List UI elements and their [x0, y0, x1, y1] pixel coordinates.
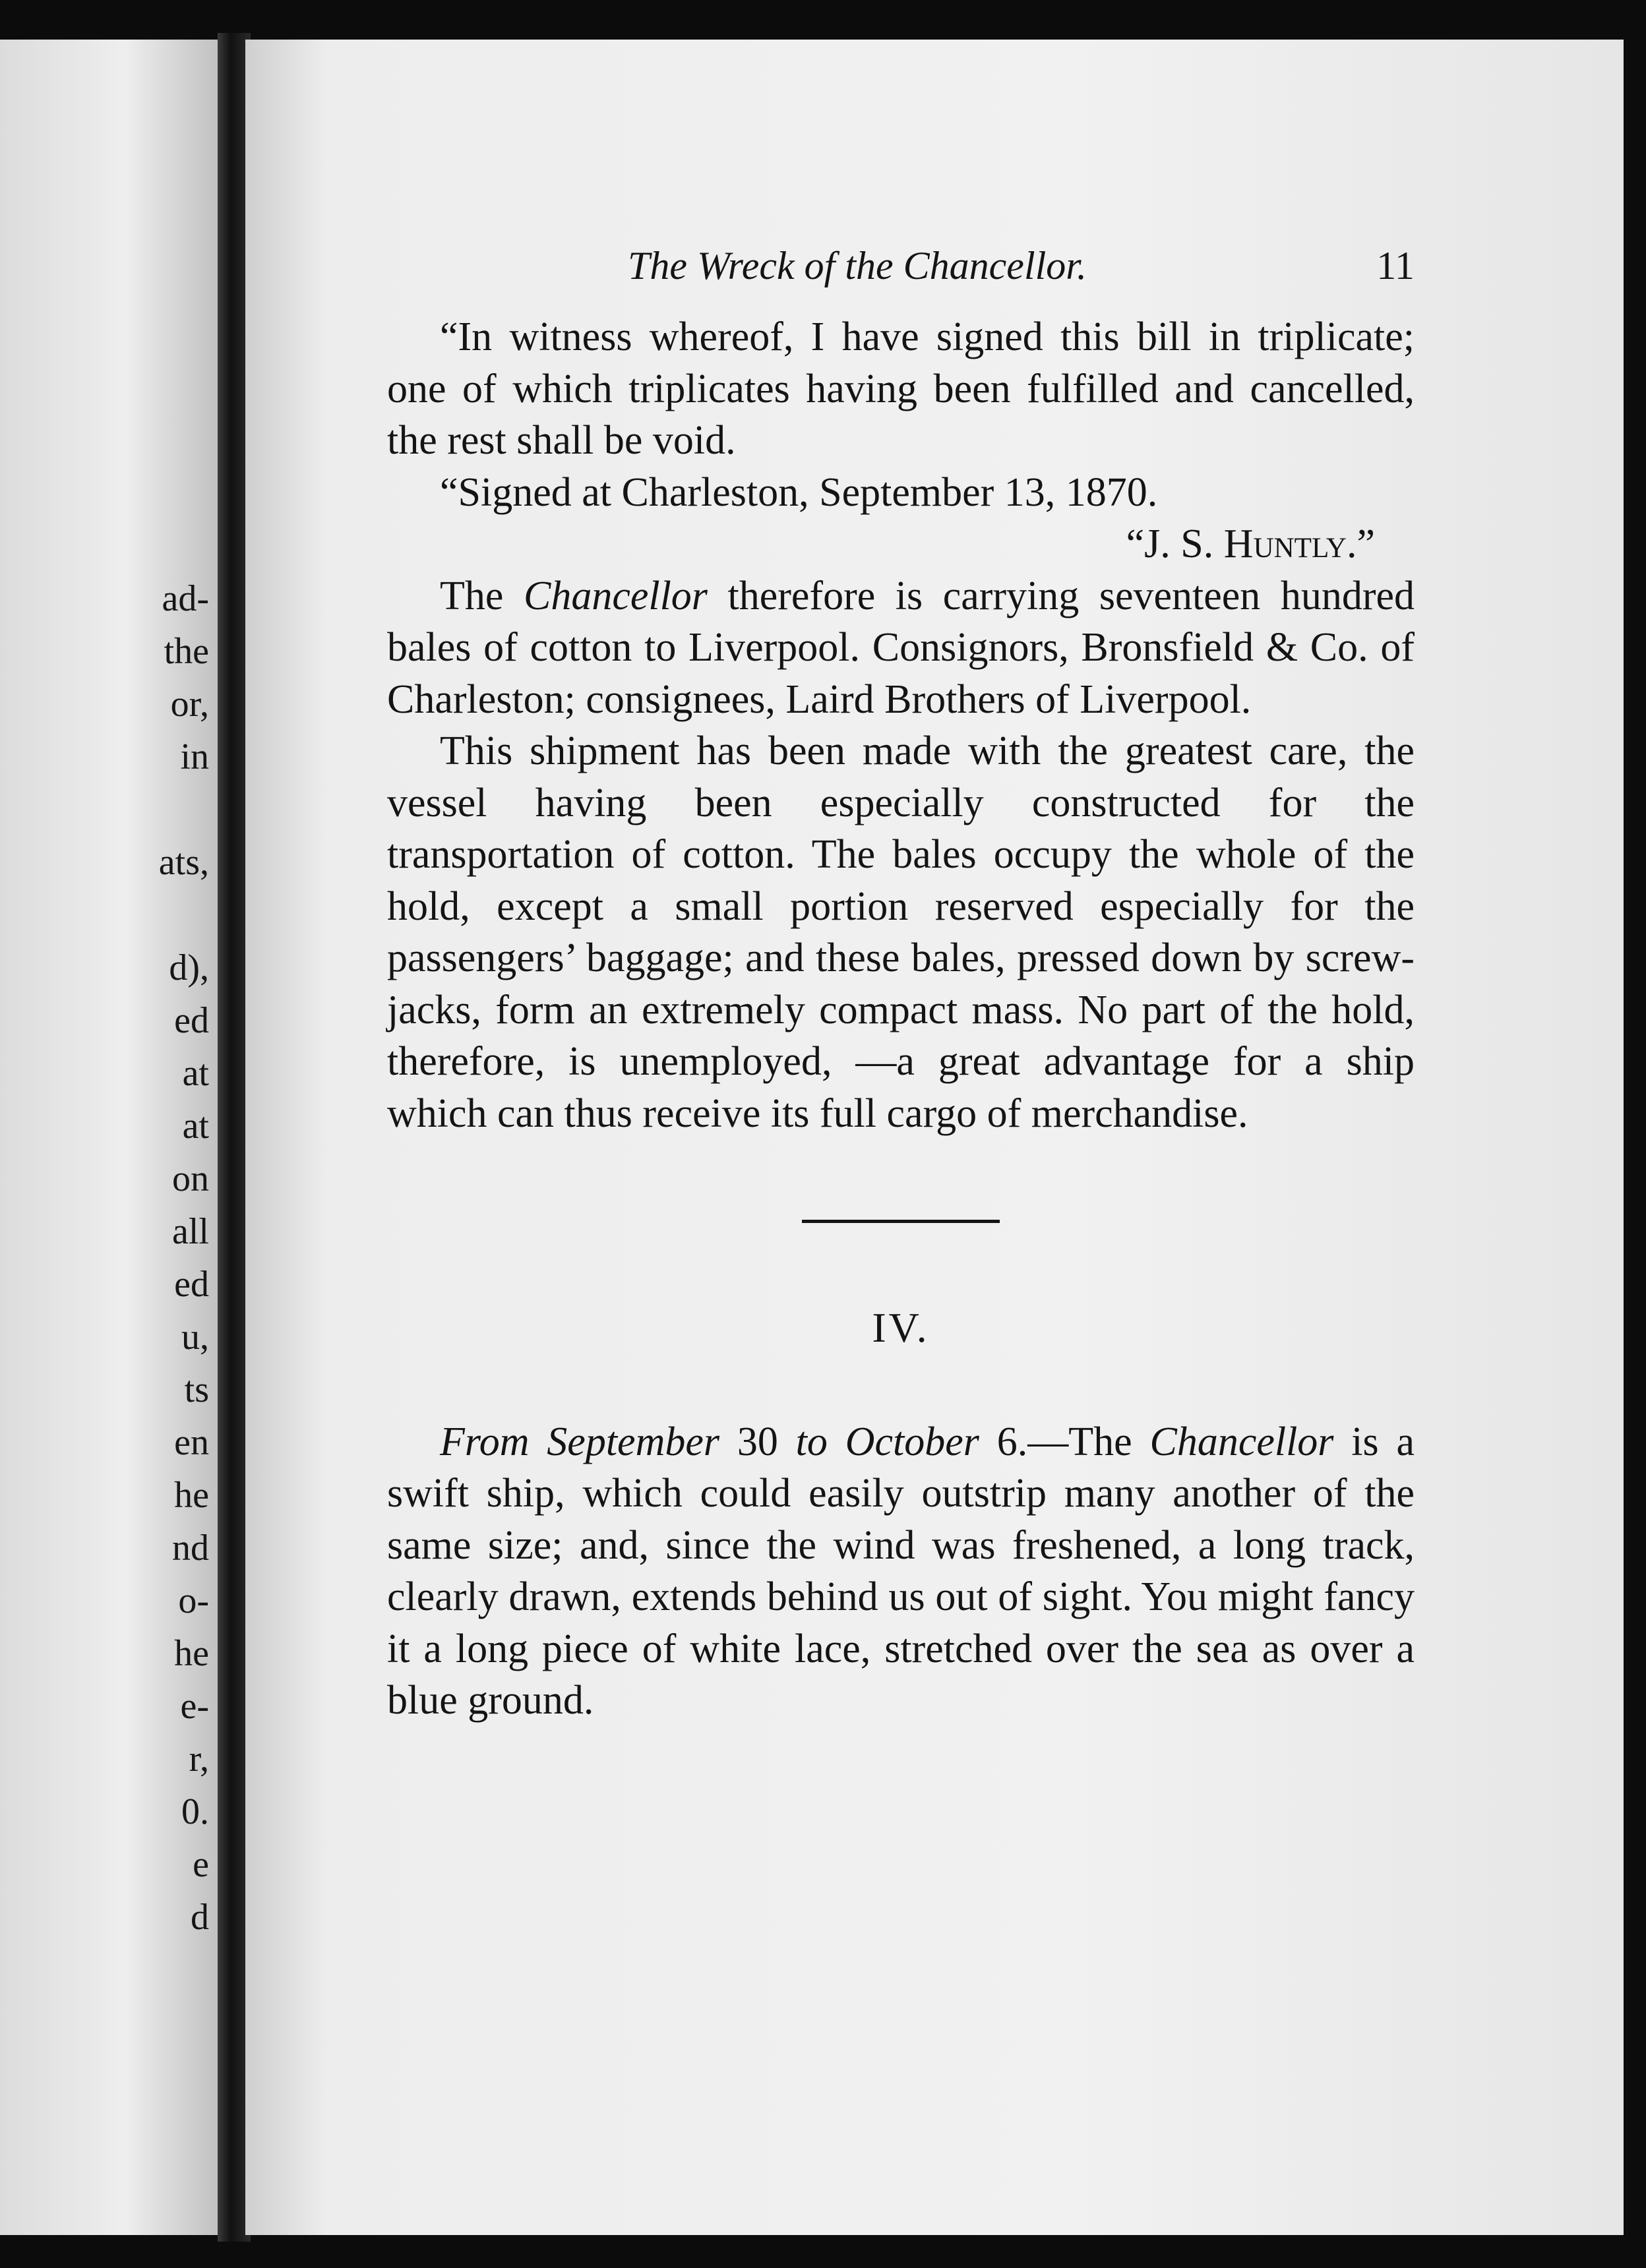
left-page-fragment: u, — [181, 1317, 209, 1358]
left-page-fragment: ats, — [158, 842, 209, 883]
page-header — [387, 237, 1415, 311]
page-text — [387, 237, 1415, 1727]
left-page-fragment — [159, 783, 209, 836]
section-number: IV. — [872, 1304, 930, 1351]
left-page-fragment: ed — [174, 1000, 209, 1041]
left-page-fragment: the — [164, 631, 209, 672]
left-page-fragment: on — [172, 1158, 209, 1199]
left-page-fragment: e — [193, 1844, 209, 1885]
page-number: 11 — [1376, 244, 1415, 287]
left-page-fragment: at — [182, 1106, 209, 1147]
left-page-fragment: all — [172, 1211, 209, 1252]
book-page — [245, 40, 1624, 2235]
left-page-fragment: nd — [172, 1528, 209, 1568]
body-paragraph-2: This shipment has been made with the greatest care, the vessel having been especially constructed for the transportation of cotton. The bales occupy the whole of the hold, except a small portion reserved especially for the passengers’ baggage; and these bales, pressed down by screw-jacks, form an extremely compact mass. No part of the hold, therefore, is unemployed, —a great advantage for a ship which can thus receive its full cargo of merchandise. — [387, 729, 1415, 1136]
left-page-fragment: 0. — [181, 1791, 209, 1832]
left-page-fragment: or, — [170, 684, 209, 725]
left-page-fragment: ts — [184, 1369, 209, 1410]
left-page-fragment: ed — [174, 1264, 209, 1305]
quote-signed-line: “Signed at Charleston, September 13, 1870. — [440, 469, 1158, 515]
ship-name: Chancellor — [1149, 1419, 1334, 1464]
left-page-fragment: d), — [169, 947, 209, 988]
section-paragraph-1: From September 30 to October 6.—The Chancellor is a swift ship, which could easily outstrip many another of the same size; and, since the wind was freshened, a long track, clearly drawn, extends behind us out of sight. You might fancy it a long piece of white lace, stretched over the sea as over a blue ground. — [387, 1419, 1415, 1723]
left-page-fragment: in — [180, 736, 209, 777]
left-page — [0, 40, 228, 2235]
left-page-fragment: e- — [180, 1686, 209, 1727]
left-page-fragment: he — [174, 1475, 209, 1516]
left-page-fragment: en — [174, 1422, 209, 1463]
body-paragraph-1: The Chancellor therefore is carrying seventeen hundred bales of cotton to Liverpool. Consignors, Bronsfield & Co. of Charleston; consignees, Laird Brothers of Liverpool. — [387, 573, 1415, 722]
signature-name: Huntly — [1223, 522, 1347, 566]
left-page-fragment: r, — [189, 1739, 209, 1779]
left-page-fragment: o- — [178, 1580, 209, 1621]
left-page-fragment: he — [174, 1633, 209, 1674]
quote-paragraph: “In witness whereof, I have signed this bill in triplicate; one of which triplicates having been fulfilled and cancelled, the rest shall be void. — [387, 314, 1415, 463]
left-page-fragment: d — [191, 1897, 209, 1938]
left-page-fragment — [159, 889, 209, 941]
ship-name: Chancellor — [523, 573, 708, 618]
section-divider — [802, 1220, 1000, 1223]
left-page-fragment: ad- — [162, 578, 209, 619]
left-page-text-fragments — [159, 572, 209, 1944]
left-page-fragment: at — [182, 1053, 209, 1094]
quote-signature: “J. S. Huntly.” — [1126, 522, 1375, 566]
running-title: The Wreck of the Chancellor. — [628, 244, 1087, 287]
